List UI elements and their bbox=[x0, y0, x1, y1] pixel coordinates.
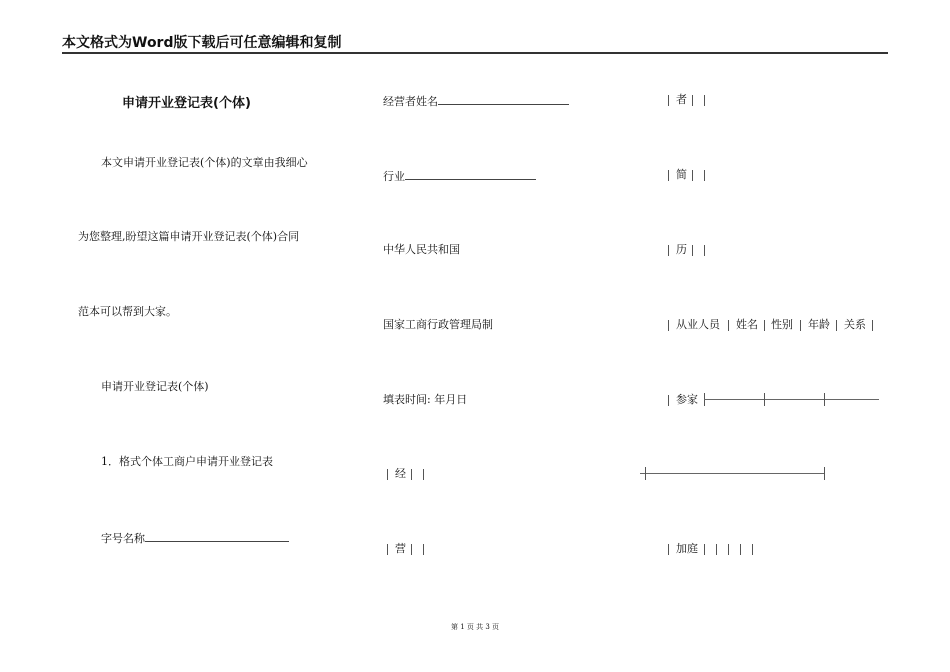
table-border bbox=[668, 544, 669, 555]
table-border bbox=[836, 320, 837, 331]
intro-line-2: 为您整理,盼望这篇申请开业登记表(个体)合同 bbox=[78, 230, 300, 243]
page-number: 第 1 页 共 3 页 bbox=[450, 623, 500, 631]
table-border bbox=[692, 95, 693, 106]
table-border bbox=[668, 320, 669, 331]
table-border bbox=[645, 467, 646, 480]
table-border bbox=[423, 544, 424, 555]
fill-date-text: 填表时间: 年月日 bbox=[383, 393, 468, 406]
intro-line-3: 范本可以帮到大家。 bbox=[78, 305, 177, 318]
industry-label: 行业 bbox=[383, 170, 405, 183]
table-rule bbox=[640, 473, 825, 474]
resume-char-2: 简 bbox=[676, 168, 687, 181]
table-border bbox=[764, 393, 765, 406]
table-border bbox=[668, 395, 669, 406]
table-border bbox=[716, 544, 717, 555]
header-relation: 关系 bbox=[844, 318, 866, 331]
form-caption: 1．格式个体工商户申请开业登记表 bbox=[101, 455, 273, 468]
table-border bbox=[824, 467, 825, 480]
table-border bbox=[728, 544, 729, 555]
header-name: 姓名 bbox=[736, 318, 758, 331]
table-border bbox=[411, 544, 412, 555]
resume-char-1: 者 bbox=[676, 93, 687, 106]
operator-name-label: 经营者姓名 bbox=[383, 95, 438, 108]
table-border bbox=[740, 544, 741, 555]
table-border bbox=[423, 469, 424, 480]
header-age: 年龄 bbox=[808, 318, 830, 331]
table-rule bbox=[704, 399, 879, 400]
family-char-1: 参家 bbox=[676, 393, 698, 406]
table-border bbox=[668, 245, 669, 256]
table-border bbox=[800, 320, 801, 331]
issuer-text: 国家工商行政管理局制 bbox=[383, 318, 493, 331]
trade-name-field bbox=[101, 530, 289, 546]
table-border bbox=[704, 544, 705, 555]
header-gender: 性别 bbox=[771, 318, 793, 331]
trade-name-label: 字号名称 bbox=[101, 532, 145, 545]
operation-char-2: 营 bbox=[395, 542, 406, 555]
section-heading: 申请开业登记表(个体) bbox=[101, 380, 209, 393]
trade-name-blank bbox=[145, 530, 289, 542]
table-border bbox=[668, 170, 669, 181]
operator-name-blank bbox=[438, 93, 569, 105]
document-header: 本文格式为Word版下载后可任意编辑和复制 bbox=[62, 34, 888, 54]
table-border bbox=[692, 245, 693, 256]
table-border bbox=[764, 320, 765, 331]
operator-name-field bbox=[383, 93, 569, 109]
table-border bbox=[668, 95, 669, 106]
table-border bbox=[824, 393, 825, 406]
table-border bbox=[387, 469, 388, 480]
table-border bbox=[411, 469, 412, 480]
resume-char-3: 历 bbox=[676, 243, 687, 256]
table-border bbox=[704, 95, 705, 106]
intro-line-1: 本文申请开业登记表(个体)的文章由我细心 bbox=[101, 156, 308, 169]
table-border bbox=[692, 170, 693, 181]
table-border bbox=[752, 544, 753, 555]
industry-field bbox=[383, 168, 536, 184]
table-border bbox=[728, 320, 729, 331]
document-title: 申请开业登记表(个体) bbox=[122, 96, 251, 111]
table-border bbox=[704, 170, 705, 181]
industry-blank bbox=[405, 168, 536, 180]
header-staff: 从业人员 bbox=[676, 318, 720, 331]
family-char-2: 加庭 bbox=[676, 542, 698, 555]
table-border bbox=[704, 245, 705, 256]
table-border bbox=[872, 320, 873, 331]
table-border bbox=[387, 544, 388, 555]
country-text: 中华人民共和国 bbox=[383, 243, 460, 256]
operation-char-1: 经 bbox=[395, 467, 406, 480]
